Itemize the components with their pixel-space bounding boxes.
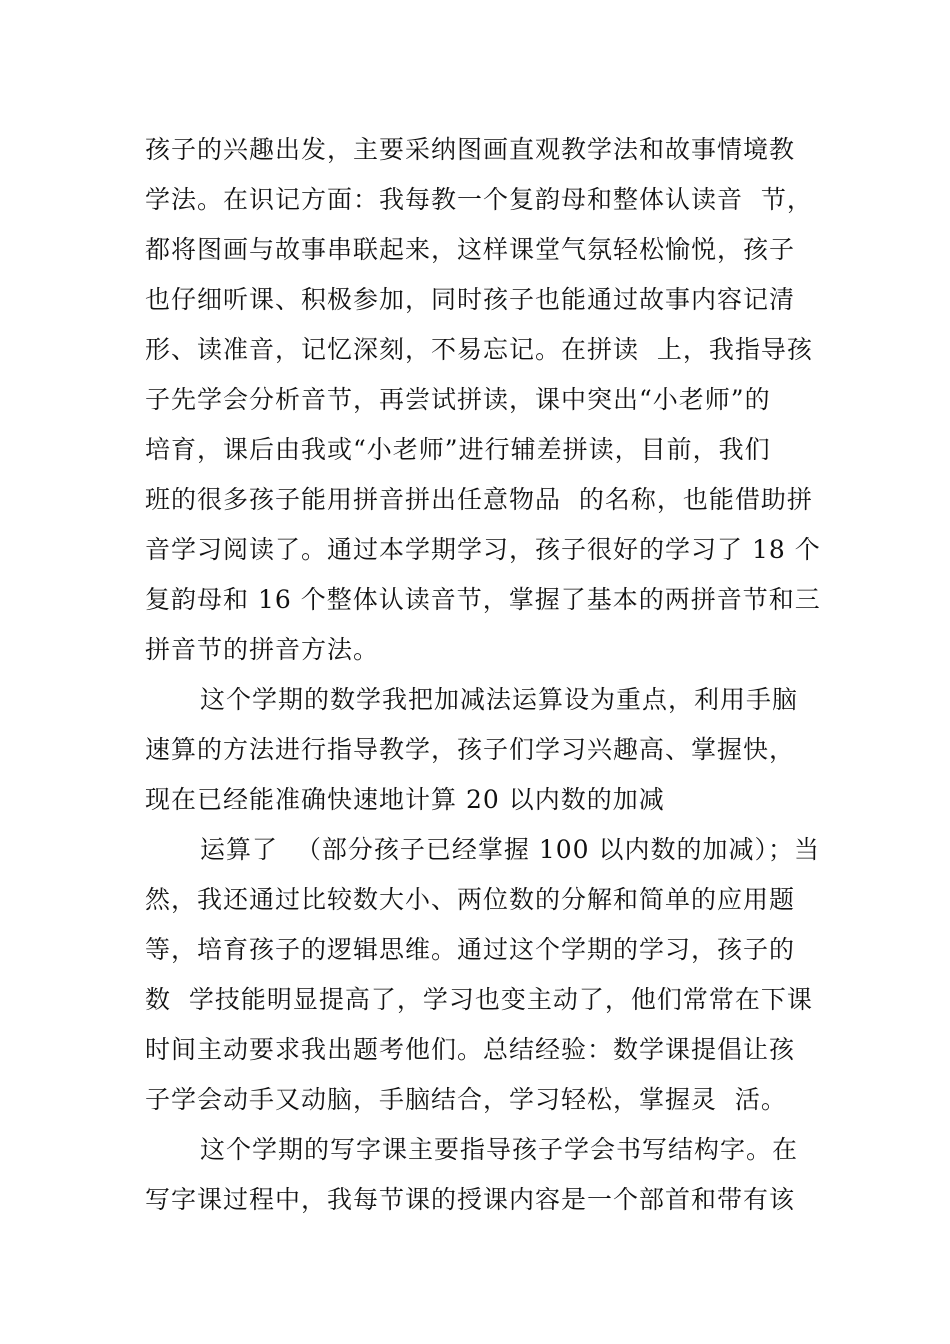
text-line: 音学习阅读了。通过本学期学习，孩子很好的学习了 18 个 [145, 535, 821, 564]
text-line: 班的很多孩子能用拼音拼出任意物品 的名称，也能借助拼 [145, 485, 813, 514]
text-line: 都将图画与故事串联起来，这样课堂气氛轻松愉悦，孩子 [145, 235, 796, 264]
text-line: 子学会动手又动脑，手脑结合，学习轻松，掌握灵 活。 [145, 1085, 787, 1114]
text-line: 拼音节的拼音方法。 [145, 635, 380, 664]
text-line: 现在已经能准确快速地计算 20 以内数的加减 [145, 785, 665, 814]
text-line: 然，我还通过比较数大小、两位数的分解和简单的应用题 [145, 885, 796, 914]
text-line: 时间主动要求我出题考他们。总结经验：数学课提倡让孩 [145, 1035, 796, 1064]
text-line: 速算的方法进行指导教学，孩子们学习兴趣高、掌握快， [145, 735, 796, 764]
text-line: 孩子的兴趣出发，主要采纳图画直观教学法和故事情境教 [145, 135, 796, 164]
text-line: 子先学会分析音节，再尝试拼读，课中突出“小老师”的 [145, 385, 771, 414]
text-line: 也仔细听课、积极参加，同时孩子也能通过故事内容记清 [145, 285, 796, 314]
text-line: 复韵母和 16 个整体认读音节，掌握了基本的两拼音节和三 [145, 585, 821, 614]
text-line: 这个学期的数学我把加减法运算设为重点，利用手脑 [200, 685, 799, 714]
text-line: 写字课过程中，我每节课的授课内容是一个部首和带有该 [145, 1185, 796, 1214]
text-line: 运算了 （部分孩子已经掌握 100 以内数的加减）；当 [200, 835, 821, 864]
text-line: 学法。在识记方面：我每教一个复韵母和整体认读音 节， [145, 185, 813, 214]
text-line: 等，培育孩子的逻辑思维。通过这个学期的学习，孩子的 [145, 935, 796, 964]
text-line: 培育，课后由我或“小老师”进行辅差拼读，目前，我们 [145, 435, 771, 464]
text-line: 数 学技能明显提高了，学习也变主动了，他们常常在下课 [145, 985, 813, 1014]
text-line: 形、读准音，记忆深刻，不易忘记。在拼读 上，我指导孩 [145, 335, 813, 364]
text-line: 这个学期的写字课主要指导孩子学会书写结构字。在 [200, 1135, 799, 1164]
